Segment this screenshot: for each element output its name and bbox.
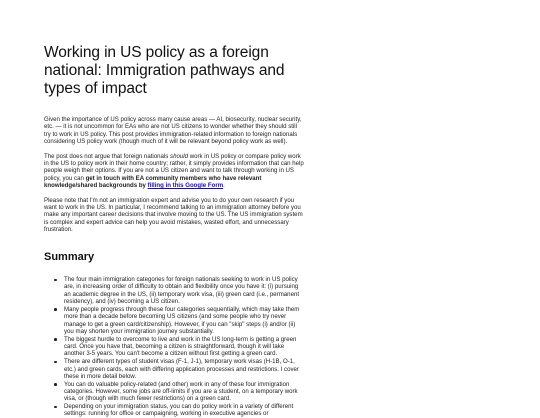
summary-list [44,276,304,418]
intro-paragraph-2-text-a: The post does not argue that foreign nationals [44,152,171,160]
summary-item-text: You can do valuable policy-related (and other) work in any of these four immigration categories. However, some jobs are off-limits if you are a student, on a temporary work visa, or (though with much fewer restrictions) on a green card. [64,380,298,403]
bullet-icon [54,406,57,409]
summary-item-text: Depending on your immigration status, you can do policy work in a variety of different settings: running for office or campaigning, working in executive agencies or [64,403,294,418]
intro-paragraph-2 [44,153,304,189]
bullet-icon [54,338,57,341]
summary-item [64,381,304,403]
summary-item [64,336,304,358]
bullet-icon [54,308,57,311]
summary-item [64,306,304,335]
google-form-link[interactable]: filling in this Google Form [147,181,224,189]
intro-paragraph-1: Given the importance of US policy across many cause areas — AI, biosecurity, nuclear security, etc. — it is not uncommon for EAs who are not US citizens to wonder whether they should still try to work in US policy. This post provides immigration-related information to foreign nationals considering US policy work (though much of it will be relevant beyond policy work as well). [44,116,302,145]
bullet-icon [54,383,57,386]
summary-item-text: There are different types of student visas (F-1, J-1), temporary work visas (H-1B, O-1, etc.) and green cards, each with differing application processes and restrictions. I cover these in more detail below. [64,358,299,380]
summary-item-text: The four main immigration categories for foreign nationals seeking to work in US policy are, in increasing order of difficulty to obtain and flexibility once you have it: (i) pursuing an academic degree in the US, (ii) temporary work visa, (iii) green card (i.e., permanent residency), and (iv) becoming a US citizen. [64,276,300,306]
summary-item [64,276,304,305]
intro-paragraph-3: Please note that I'm not an immigration expert and advise you to do your own research if you want to work in the US. In particular, I recommend talking to an immigration attorney before you make any important career decisions that involve moving to the US. The US immigration system is complex and expert advice can help you avoid mistakes, wasted effort, and unnecessary frustration. [44,196,303,233]
summary-item [64,403,304,418]
intro-paragraph-2-text-b: work in US policy or compare policy work in the US to policy work in their home country; rather, it simply provides information that can help people weigh their options. If you are not a US citizen and want to talk through working in US policy, you can [44,152,304,182]
intro-paragraph-2-end: . [223,181,225,189]
summary-item [64,358,304,380]
article-title: Working in US policy as a foreign national: Immigration pathways and types of impact [44,44,285,97]
article [44,44,304,418]
summary-item-text: The biggest hurdle to overcome to live and work in the US long-term is getting a green card. Once you have that, becoming a citizen is straightforward, though it will take another 3-5 years. You can't become a citizen without first getting a green card. [64,335,297,358]
summary-item-text: Many people progress through these four categories sequentially, which may take them more than a decade before becoming US citizens (and some people who try never manage to get a green card/citizenship). However, if you can "skip" steps (i) and/or (ii) you may shorten your immigration journey substantially. [64,305,300,335]
intro-paragraph-2-emphasis: should [170,152,188,160]
intro-paragraph-2-bold: get in touch with EA community members who have relevant knowledge/shared backgrounds by [44,174,262,189]
bullet-icon [54,279,57,282]
summary-heading: Summary [44,251,95,264]
bullet-icon [54,361,57,364]
